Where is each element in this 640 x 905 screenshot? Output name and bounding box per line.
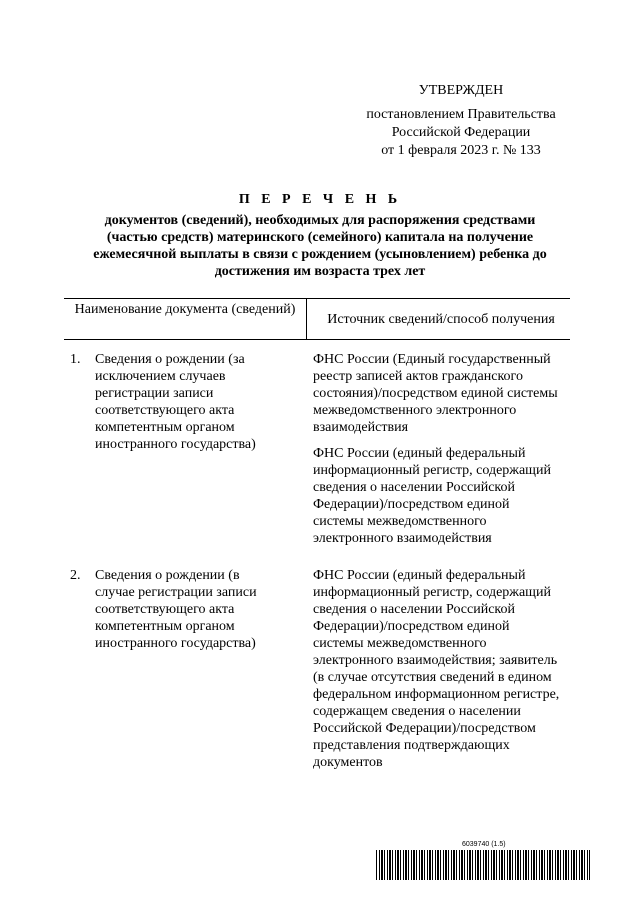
table-body [64,351,570,780]
table-row [64,567,570,780]
table-row [64,351,570,556]
approval-line: постановлением Правительства [366,107,556,122]
source-item: ФНС России (единый федеральный информационный регистр, содержащий сведения о населении Российской Федерации)/посредством единой системы межведомственного электронного взаимодействия; заявитель (в случае отсутствия сведений в едином федеральном информационном регистре, содержащем сведения о населении Российской Федерации)/посредством представления подтверждающих документов [313,568,560,770]
approval-line: от 1 февраля 2023 г. № 133 [381,143,541,158]
source-item: ФНС России (Единый государственный реестр записей актов гражданского состояния)/посредством единой системы межведомственного электронного взаимодействия [313,352,558,435]
source-item: ФНС России (единый федеральный информационный регистр, содержащий сведения о населении Российской Федерации)/посредством единой системы межведомственного электронного взаимодействия [313,446,551,546]
document-subtitle: документов (сведений), необходимых для распоряжения средствами (частью средств) материнского (семейного) капитала на получение ежемесячной выплаты в связи с рождением (усыновлением) ребенка до достижения им возраста трех лет [93,213,547,279]
barcode-label: 6039740 (1.5) [462,841,506,848]
document-name: Сведения о рождении (за исключением случаев регистрации записи соответствующего акта компетентным органом иностранного государства) [95,352,256,452]
document-title: П Е Р Е Ч Е Н Ь [238,192,402,207]
column-header-document: Наименование документа (сведений) [74,302,296,317]
column-divider [306,299,307,339]
row-number: 2. [70,568,81,583]
source-list [313,567,563,780]
barcode-icon [376,850,590,880]
source-list [313,351,563,556]
documents-table [64,298,570,780]
table-header [64,299,570,340]
approval-heading: УТВЕРЖДЕН [418,83,504,98]
approval-block [330,82,592,160]
document-name: Сведения о рождении (в случае регистрации записи соответствующего акта компетентным органом иностранного государства) [95,568,257,651]
row-number: 1. [70,352,81,367]
approval-line: Российской Федерации [391,125,531,140]
column-header-source: Источник сведений/способ получения [327,312,555,327]
